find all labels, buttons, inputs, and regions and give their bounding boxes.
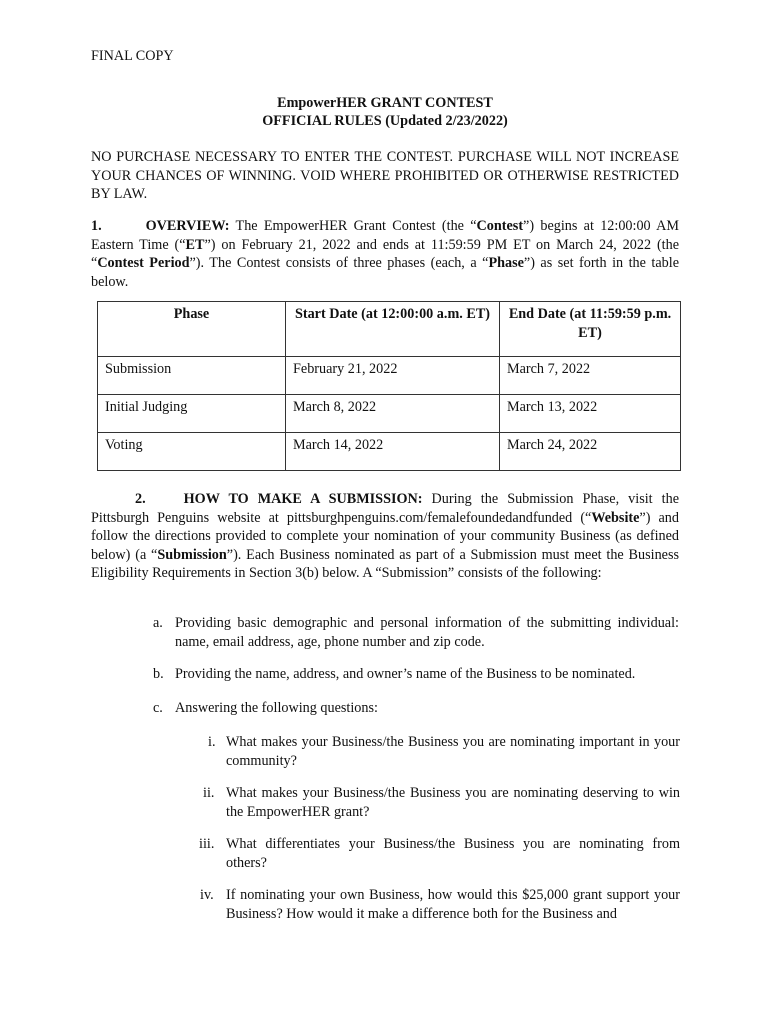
document-subtitle: OFFICIAL RULES (Updated 2/23/2022) xyxy=(262,113,508,129)
document-title: EmpowerHER GRANT CONTEST xyxy=(277,95,493,111)
section-how-to-submit xyxy=(91,490,679,583)
table-cell: Voting xyxy=(98,433,286,471)
table-cell: March 13, 2022 xyxy=(500,395,681,433)
section-heading: OVERVIEW: xyxy=(145,218,230,234)
section-number: 2. xyxy=(135,491,146,507)
question-text: What makes your Business/the Business you are nominating important in your community? xyxy=(226,734,680,769)
section-text: The EmpowerHER Grant Contest (the “ xyxy=(229,218,477,234)
list-item-label: b. xyxy=(153,666,164,682)
list-item-label: c. xyxy=(153,700,163,716)
defined-term: Contest xyxy=(476,218,524,234)
section-text: ”). Each Business nominated as part of a Submission must meet the Business Eligibility Requirements in Section 3(b) below. A “Submission” consists of the following: xyxy=(91,546,679,581)
defined-term: ET xyxy=(185,236,205,253)
table-header: Phase xyxy=(98,302,286,357)
question-text: What makes your Business/the Business you are nominating deserving to win the EmpowerHER grant? xyxy=(226,785,680,820)
list-item-label: a. xyxy=(153,615,163,631)
table-cell: March 24, 2022 xyxy=(500,433,681,471)
question-label: i. xyxy=(208,734,216,750)
section-heading: HOW TO MAKE A SUBMISSION: xyxy=(183,491,423,507)
table-cell: March 7, 2022 xyxy=(500,357,681,395)
table-header: Start Date (at 12:00:00 a.m. ET) xyxy=(286,302,500,357)
question-label: ii. xyxy=(203,785,215,801)
defined-term: Submission xyxy=(157,546,227,563)
table-cell: March 14, 2022 xyxy=(286,433,500,471)
section-text: During the Submission Phase, visit the Pittsburgh Penguins website at pittsburghpenguins.com/femalefoundedandfunded (“ xyxy=(91,491,680,526)
table-cell: Submission xyxy=(98,357,286,395)
section-overview xyxy=(91,217,679,291)
section-text: ”) and follow the directions provided to complete your nomination of your community Business (as defined below) (a “ xyxy=(91,509,679,563)
section-number: 1. xyxy=(91,218,102,234)
question-label: iv. xyxy=(200,887,214,903)
list-item-text: Providing the name, address, and owner’s name of the Business to be nominated. xyxy=(175,666,636,682)
defined-term: Phase xyxy=(488,255,524,271)
table-row xyxy=(98,357,681,395)
section-text: ”) as set forth in the table below. xyxy=(91,255,679,290)
table-cell: Initial Judging xyxy=(98,395,286,433)
phase-table xyxy=(97,301,681,471)
final-copy-label: FINAL COPY xyxy=(91,48,174,64)
table-row xyxy=(98,395,681,433)
section-text: ”) begins at 12:00:00 AM Eastern Time (“ xyxy=(91,218,680,253)
question-text: What differentiates your Business/the Business you are nominating from others? xyxy=(226,836,680,871)
section-text: ”) on February 21, 2022 and ends at 11:59:59 PM ET on March 24, 2022 (the “ xyxy=(91,236,680,271)
table-cell: February 21, 2022 xyxy=(286,357,500,395)
defined-term: Website xyxy=(591,509,640,526)
table-row xyxy=(98,433,681,471)
table-header-row xyxy=(98,302,681,357)
section-text: ”). The Contest consists of three phases (each, a “ xyxy=(189,255,489,271)
table-cell: March 8, 2022 xyxy=(286,395,500,433)
no-purchase-notice: NO PURCHASE NECESSARY TO ENTER THE CONTEST. PURCHASE WILL NOT INCREASE YOUR CHANCES OF WINNING. VOID WHERE PROHIBITED OR OTHERWISE RESTRICTED BY LAW. xyxy=(91,149,679,202)
question-text: If nominating your own Business, how would this $25,000 grant support your Business? How would it make a difference both for the Business and xyxy=(226,887,680,922)
question-label: iii. xyxy=(199,836,215,852)
list-item-text: Answering the following questions: xyxy=(175,700,378,716)
list-item-text: Providing basic demographic and personal information of the submitting individual: name, email address, age, phone number and zip code. xyxy=(175,615,679,650)
table-header: End Date (at 11:59:59 p.m. ET) xyxy=(500,302,681,357)
defined-term: Contest Period xyxy=(97,255,190,271)
